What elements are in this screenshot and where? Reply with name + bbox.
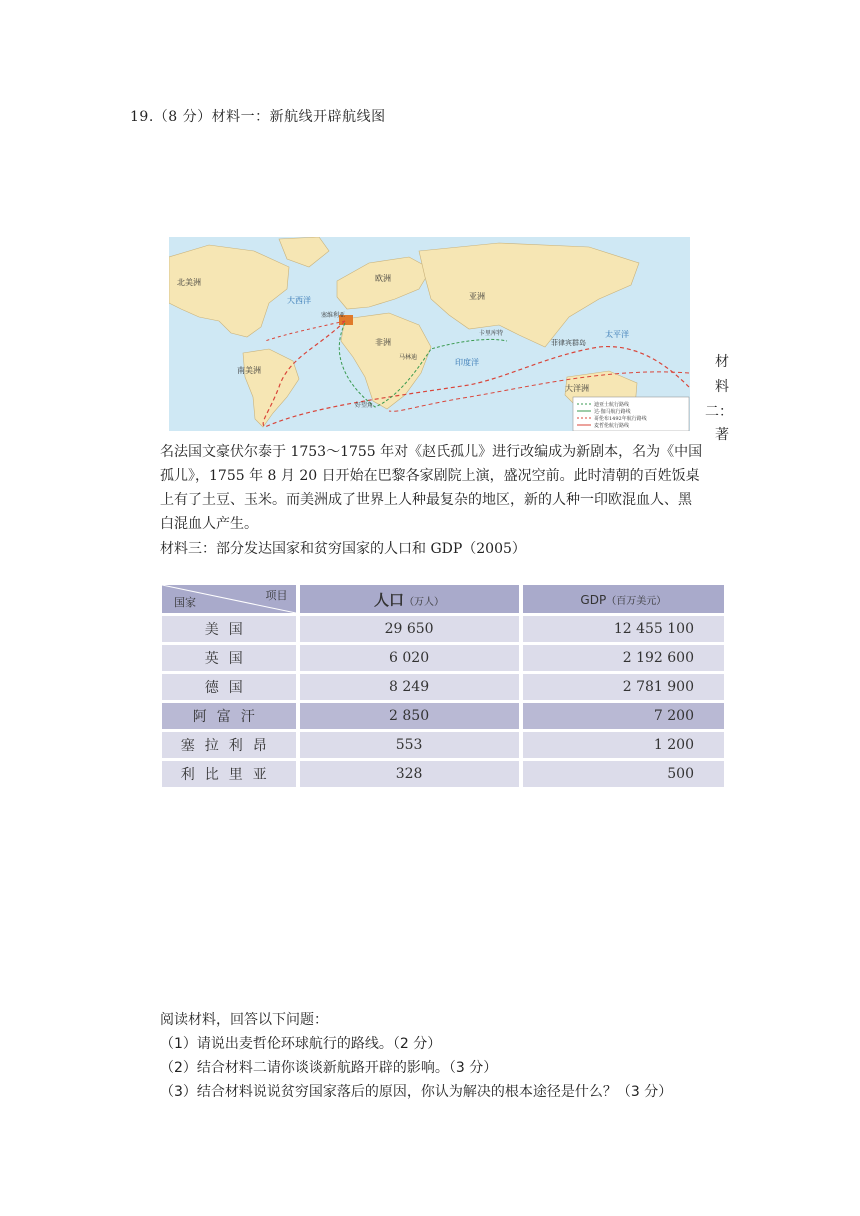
map-label-calicut: 卡里库特 (479, 330, 504, 337)
cell-gdp: 500 (519, 758, 724, 787)
cell-country: 阿富汗 (162, 700, 296, 729)
material2-label-char: 材 (715, 354, 729, 370)
table-header-corner (162, 585, 296, 613)
map-label-asia: 亚洲 (469, 292, 485, 301)
cell-population: 328 (296, 758, 519, 787)
material2-line: 孤儿》，1755 年 8 月 20 日开始在巴黎各家剧院上演，盛况空前。此时清朝的百姓饭桌 (160, 468, 700, 484)
table-row (162, 700, 724, 729)
cell-country: 德国 (162, 671, 296, 700)
cell-population: 8 249 (296, 671, 519, 700)
population-gdp-table (162, 585, 724, 787)
cell-gdp: 7 200 (519, 700, 724, 729)
header-gdp: GDP（百万美元） (519, 585, 724, 613)
cell-gdp: 1 200 (519, 729, 724, 758)
map-label-cape: 好望角 (355, 402, 374, 409)
table-row (162, 642, 724, 671)
route-map (169, 237, 690, 431)
material2-label-char: 著 (715, 427, 729, 443)
material3-title: 材料三：部分发达国家和贫穷国家的人口和 GDP（2005） (160, 541, 526, 557)
map-label-south-america: 南美洲 (237, 366, 261, 375)
material2-line: 白混血人产生。 (160, 516, 258, 532)
header-item-label: 项目 (265, 589, 288, 602)
question-item: （2）结合材料二请你谈谈新航路开辟的影响。（3 分） (160, 1060, 498, 1076)
table-header-row (162, 585, 724, 613)
cell-gdp: 2 192 600 (519, 642, 724, 671)
cell-country: 英国 (162, 642, 296, 671)
map-label-malindi: 马林迪 (399, 354, 418, 361)
cell-gdp: 12 455 100 (519, 613, 724, 642)
header-population: 人口（万人） (296, 585, 519, 613)
question-title: 19.（8 分）材料一：新航线开辟航线图 (130, 109, 386, 125)
cell-population: 6 020 (296, 642, 519, 671)
material2-line: 上有了土豆、玉米。而美洲成了世界上人种最复杂的地区，新的人种一印欧混血人、黑 (160, 492, 692, 508)
map-label-north-america: 北美洲 (177, 278, 201, 287)
map-label-africa: 非洲 (375, 338, 391, 347)
cell-country: 美国 (162, 613, 296, 642)
cell-population: 553 (296, 729, 519, 758)
questions-intro: 阅读材料，回答以下问题： (160, 1012, 328, 1028)
material2-label-char: 料 (715, 379, 729, 395)
cell-gdp: 2 781 900 (519, 671, 724, 700)
material2-line: 名法国文豪伏尔泰于 1753～1755 年对《赵氏孤儿》进行改编成为新剧本，名为《中国 (160, 444, 703, 460)
map-label-pacific: 太平洋 (605, 330, 629, 339)
legend-item-1: 达·伽马航行路线 (594, 409, 631, 415)
cell-country: 塞拉利昂 (162, 729, 296, 758)
table-row (162, 671, 724, 700)
map-label-philippines: 菲律宾群岛 (551, 339, 586, 347)
questions-block (160, 1008, 672, 1104)
legend-item-3: 麦哲伦航行路线 (594, 423, 630, 429)
cell-country: 利比里亚 (162, 758, 296, 787)
header-diagonal (162, 585, 296, 613)
table-row (162, 729, 724, 758)
map-label-indian-ocean: 印度洋 (455, 358, 479, 367)
question-item: （3）结合材料说说贫穷国家落后的原因，你认为解决的根本途径是什么？（3 分） (160, 1084, 673, 1100)
header-country-label: 国家 (174, 596, 196, 609)
question-item: （1）请说出麦哲伦环球航行的路线。（2 分） (160, 1036, 442, 1052)
table-row (162, 758, 724, 787)
map-label-europe: 欧洲 (375, 274, 391, 283)
cell-population: 29 650 (296, 613, 519, 642)
map-label-spain: 塞维利亚 (321, 312, 346, 319)
map-label-atlantic: 大西洋 (287, 296, 311, 305)
legend-item-0: 迪亚士航行路线 (594, 402, 630, 408)
map-label-oceania: 大洋洲 (565, 384, 589, 393)
cell-population: 2 850 (296, 700, 519, 729)
material2-label-char: 二： (705, 404, 733, 420)
table-row (162, 613, 724, 642)
map-legend (573, 397, 689, 431)
legend-item-2: 哥伦布1492年航行路线 (594, 416, 647, 422)
